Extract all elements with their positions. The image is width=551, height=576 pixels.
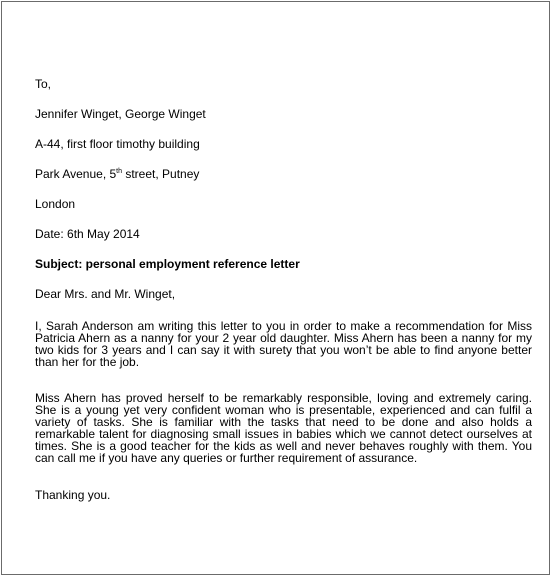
date-line: Date: 6th May 2014 xyxy=(35,227,140,241)
address-line-2-end: street, Putney xyxy=(122,167,200,181)
city-line: London xyxy=(35,197,76,211)
ordinal-suffix: th xyxy=(116,168,123,175)
letter-page xyxy=(1,1,550,575)
address-line-1: A-44, first floor timothy building xyxy=(35,137,200,151)
address-line-2-start: Park Avenue, 5 xyxy=(35,167,117,181)
closing-line: Thanking you. xyxy=(35,488,111,502)
paragraph-qualities: Miss Ahern has proved herself to be remarkably responsible, loving and extremely caring. She is a young yet very confident woman who is presentable, experienced and can fulfil a variety of tasks. She is familiar with the tasks that need to be done and also holds a remarkable talent for diagnosing small issues in babies which we cannot detect ourselves at times. She is a good teacher for the kids as well and never behaves roughly with them. You can call me if you have any queries or further requirement of assurance. xyxy=(35,391,532,465)
address-line-2 xyxy=(35,167,199,181)
to-line: To, xyxy=(35,77,52,91)
greeting-line: Dear Mrs. and Mr. Winget, xyxy=(35,287,176,301)
subject-line: Subject: personal employment reference letter xyxy=(35,257,300,271)
paragraph-recommendation: I, Sarah Anderson am writing this letter to you in order to make a recommendation for Miss Patricia Ahern as a nanny for your 2 year old daughter. Miss Ahern has been a nanny for my two kids for 3 years and I can say it with surety that you won’t be able to find anyone better than her for the job. xyxy=(35,319,532,369)
recipients-line: Jennifer Winget, George Winget xyxy=(35,107,206,121)
